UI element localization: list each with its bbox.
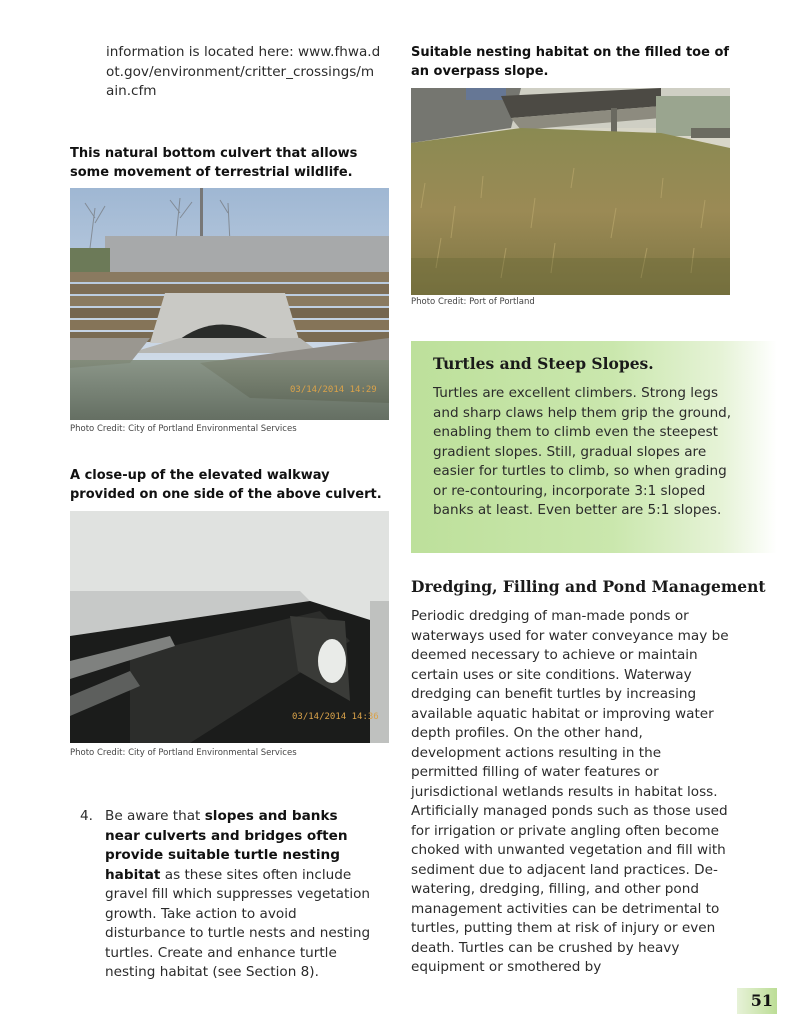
- list-pre-text: Be aware that: [105, 808, 205, 824]
- list-body: [105, 807, 377, 983]
- photo1-timestamp: 03/14/2014 14:29: [290, 385, 377, 395]
- photo1-credit: Photo Credit: City of Portland Environmental Services: [70, 424, 297, 434]
- photo2-caption: A close-up of the elevated walkway provided on one side of the above culvert.: [70, 468, 382, 502]
- photo2-timestamp: 03/14/2014 14:36: [292, 712, 379, 722]
- list-post-text: as these sites often include gravel fill which suppresses vegetation growth. Take action to avoid disturbance to turtle nests and nesting turtles. Create and enhance turtle nesting habitat (see Section 8).: [105, 866, 371, 980]
- photo3-caption: Suitable nesting habitat on the filled toe of an overpass slope.: [411, 45, 730, 79]
- photo3-credit: Photo Credit: Port of Portland: [411, 297, 535, 307]
- sidebar-text: Turtles are excellent climbers. Strong legs and sharp claws help them grip the ground, enabling them to climb even the steepest gradient slopes. Still, gradual slopes are easier for turtles to climb, so when grading or re-contouring, incorporate 3:1 sloped banks at least. Even better are 5:1 slopes.: [433, 385, 732, 518]
- photo2-credit: Photo Credit: City of Portland Environmental Services: [70, 748, 297, 758]
- sidebar-box: [411, 341, 777, 553]
- section-title: Dredging, Filling and Pond Management: [411, 577, 766, 596]
- page-number: 51: [737, 988, 777, 1014]
- intro-link-text: information is located here: www.fhwa.dot.gov/environment/critter_crossings/main.cfm: [106, 44, 381, 99]
- culvert-photo: [70, 188, 389, 420]
- sidebar-title: Turtles and Steep Slopes.: [433, 354, 654, 373]
- photo1-caption: This natural bottom culvert that allows some movement of terrestrial wildlife.: [70, 146, 358, 180]
- list-number: 4.: [80, 808, 93, 824]
- walkway-photo: [70, 511, 389, 743]
- overpass-photo: [411, 88, 730, 295]
- section-text: Periodic dredging of man-made ponds or waterways used for water conveyance may be deemed necessary to achieve or maintain certain uses or site conditions. Waterway dredging can benefit turtles by increasing available aquatic habitat or improving water depth profiles. On the other hand, development actions resulting in the permitted filling of water features or jurisdictional wetlands results in habitat loss. Artificially managed ponds such as those used for irrigation or private angling often become choked with unwanted vegetation and fill with sediment due to adjacent land practices. De-watering, dredging, filling, and other pond management activities can be detrimental to turtles, putting them at risk of injury or even death. Turtles can be crushed by heavy equipment or smothered by: [411, 608, 729, 975]
- list-bold-text: slopes and banks near culverts and bridges often provide suitable turtle nesting habitat: [105, 808, 348, 883]
